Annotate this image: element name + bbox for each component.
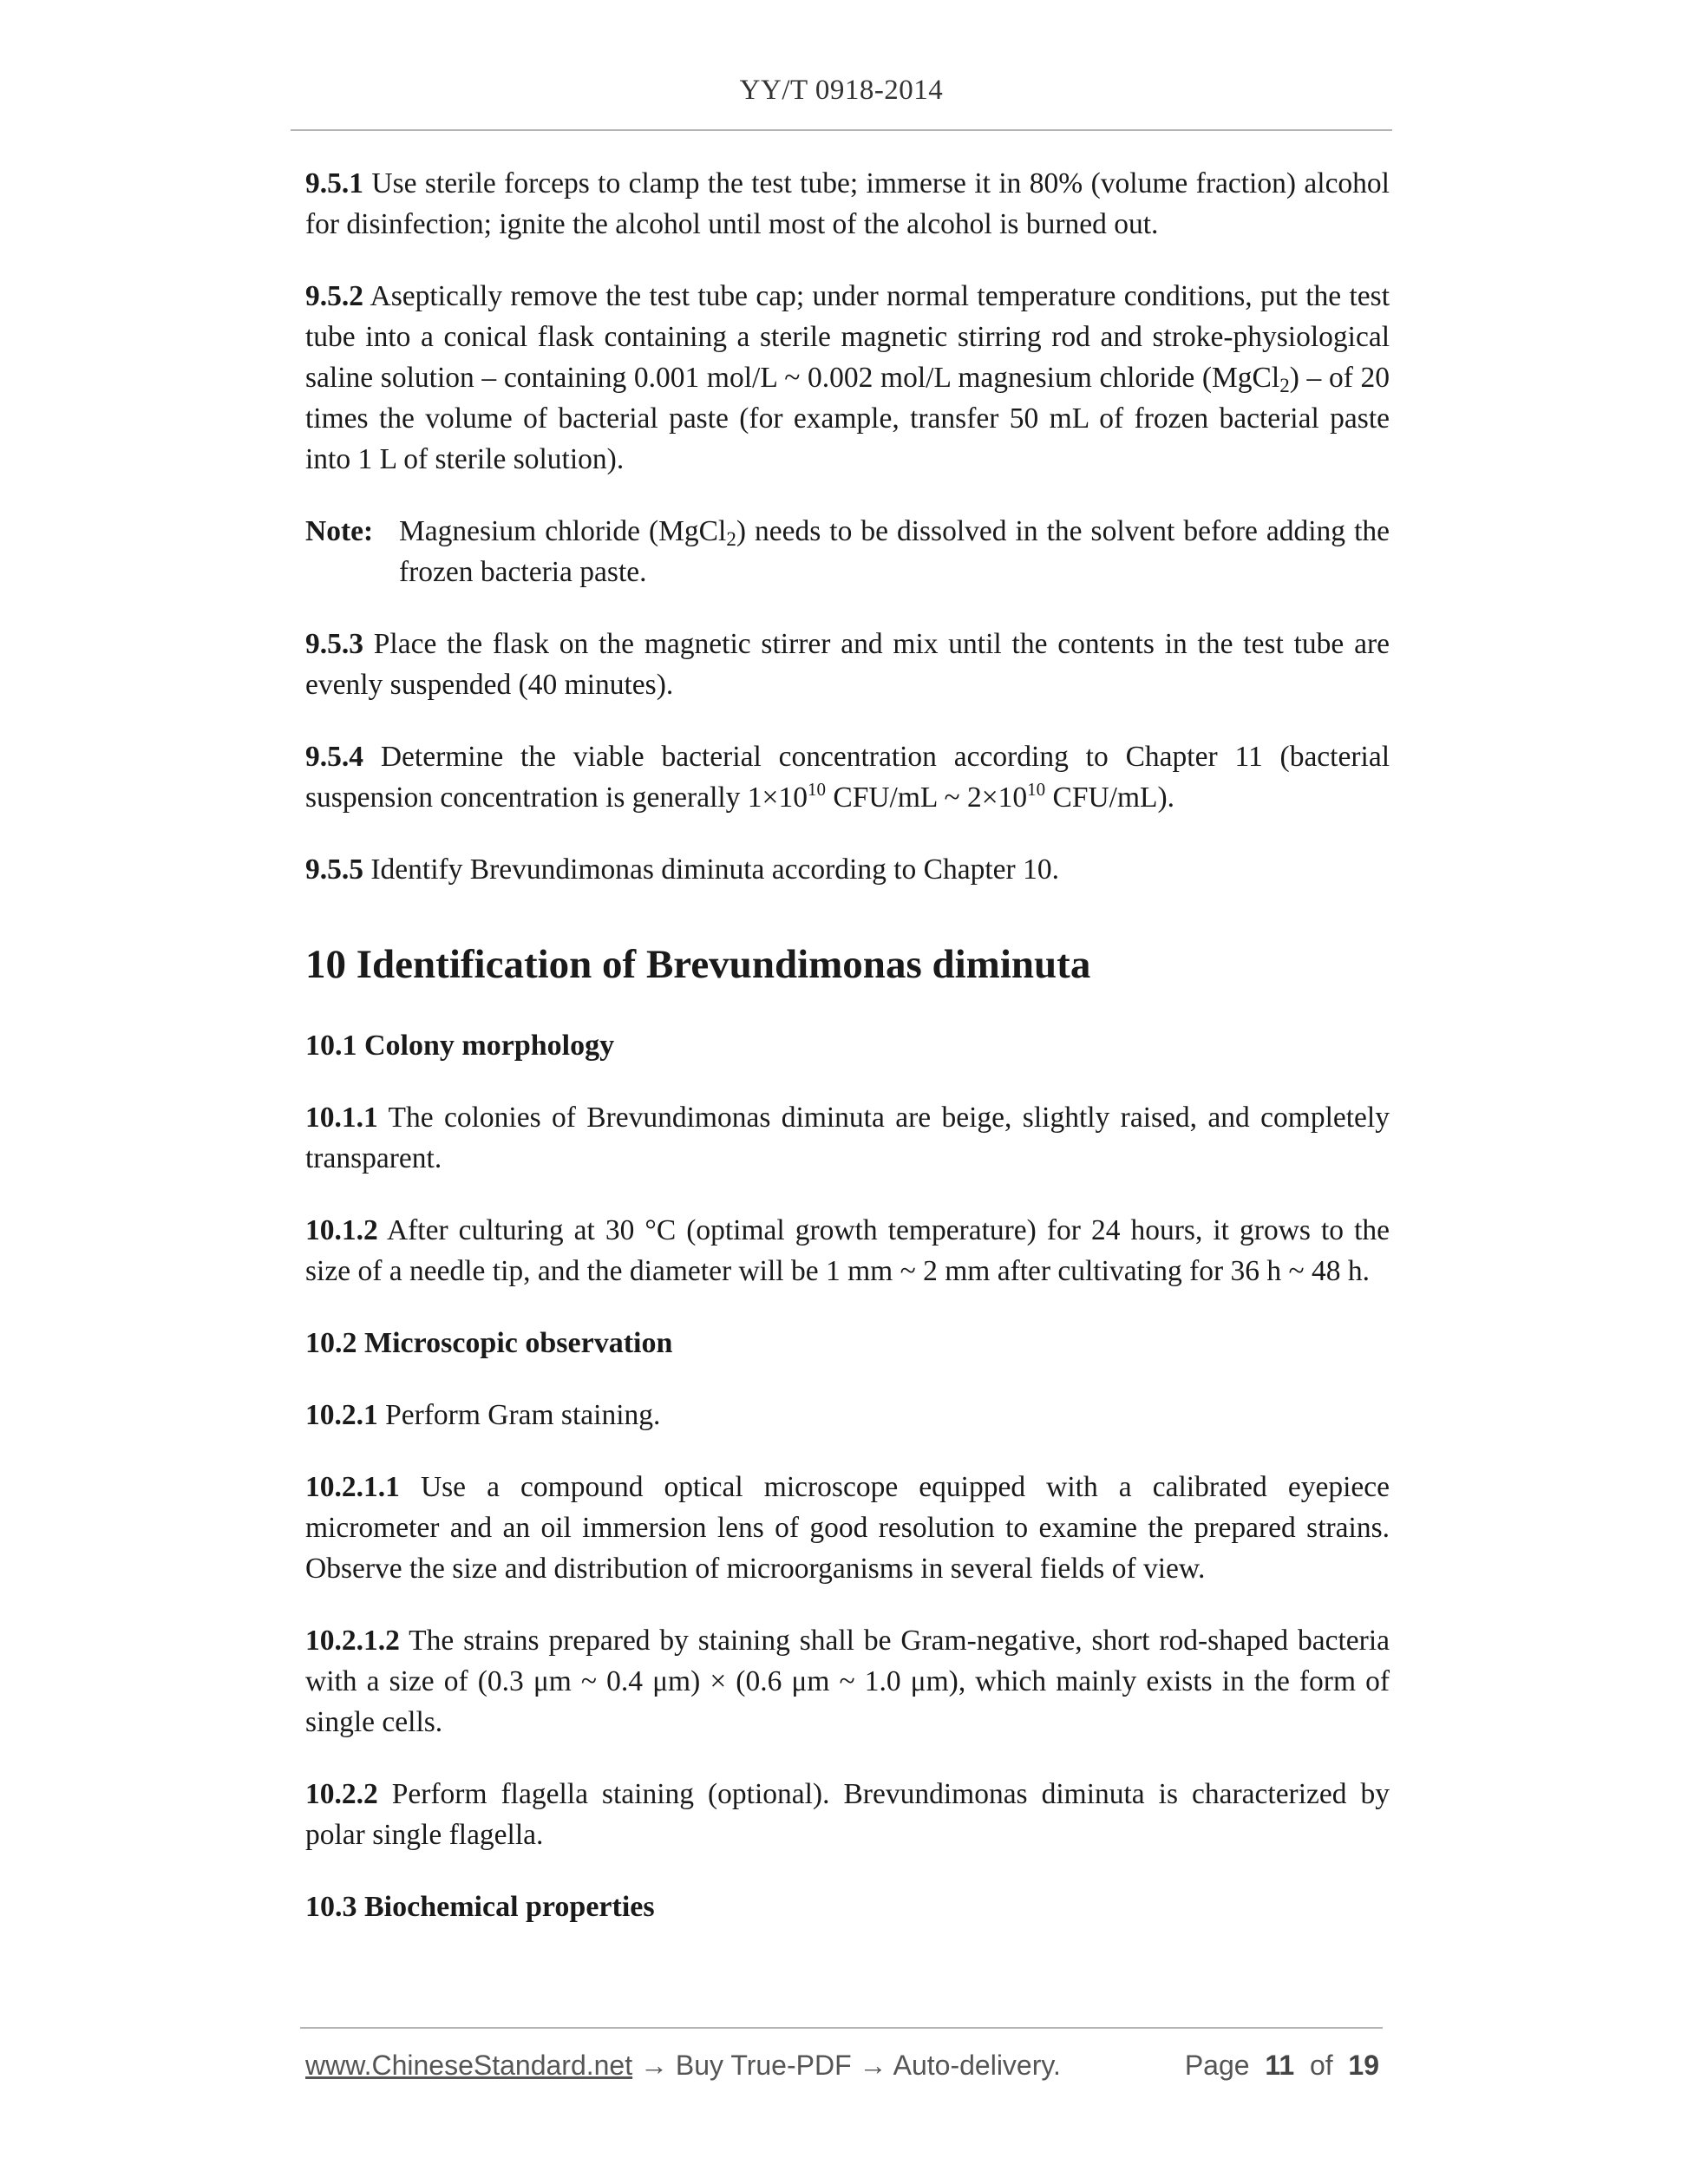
- of-label: of: [1309, 2050, 1333, 2081]
- subscript: 2: [1279, 375, 1290, 396]
- footer-promo: [305, 2050, 1061, 2082]
- footer-divider: [300, 2027, 1383, 2029]
- chapter-10-title: 10 Identification of Brevundimonas diminuta: [305, 942, 1091, 987]
- footer-promo-text: → Buy True-PDF → Auto-delivery.: [632, 2050, 1061, 2081]
- clause-10-2-1: [305, 1395, 1390, 1435]
- superscript: 10: [807, 779, 826, 800]
- clause-number: 9.5.1: [305, 167, 363, 199]
- clause-10-2-2: [305, 1774, 1390, 1855]
- page-content: [305, 163, 1390, 1958]
- clause-9-5-1: [305, 163, 1390, 245]
- note-text-b: ) needs to be dissolved in the solvent before adding the frozen bacteria paste.: [399, 515, 1390, 588]
- clause-9-5-3: [305, 624, 1390, 705]
- clause-text: Use a compound optical microscope equipped with a calibrated eyepiece micrometer and an oil immersion lens of good resolution to examine the prepared strains. Observe the size and distribution of microorganisms in several fields of view.: [305, 1471, 1390, 1585]
- note-text: [399, 511, 1390, 592]
- clause-text-cont: ) – of 20 times the volume of bacterial paste (for example, transfer 50 mL of frozen bacterial paste into 1 L of sterile solution).: [305, 362, 1390, 475]
- clause-text: The strains prepared by staining shall be Gram-negative, short rod-shaped bacteria with a size of (0.3 μm ~ 0.4 μm) × (0.6 μm ~ 1.0 μm), which mainly exists in the form of single cells.: [305, 1625, 1390, 1738]
- subscript: 2: [726, 528, 736, 550]
- clause-text: Perform flagella staining (optional). Brevundimonas diminuta is characterized by polar single flagella.: [305, 1778, 1390, 1851]
- clause-number: 9.5.3: [305, 628, 363, 660]
- clause-10-2-1-2: [305, 1620, 1390, 1743]
- clause-number: 10.1.1: [305, 1102, 378, 1134]
- clause-number: 9.5.5: [305, 853, 363, 886]
- note-label: Note:: [305, 515, 374, 547]
- page-total: 19: [1348, 2050, 1379, 2081]
- clause-text-end: CFU/mL).: [1045, 781, 1175, 814]
- header-divider: [291, 129, 1392, 131]
- clause-text: Determine the viable bacterial concentration according to Chapter 11 (bacterial suspension concentration is generally 1×10: [305, 741, 1390, 814]
- clause-text-cont: CFU/mL ~ 2×10: [825, 781, 1028, 814]
- section-10-1-title: 10.1 Colony morphology: [305, 1030, 615, 1062]
- clause-number: 9.5.4: [305, 741, 363, 773]
- document-code-header: YY/T 0918-2014: [739, 75, 944, 106]
- page-number: 11: [1265, 2050, 1295, 2081]
- section-10-2-title: 10.2 Microscopic observation: [305, 1327, 673, 1359]
- clause-10-1-2: [305, 1210, 1390, 1291]
- clause-number: 10.1.2: [305, 1214, 378, 1246]
- clause-text: The colonies of Brevundimonas diminuta are beige, slightly raised, and completely transparent.: [305, 1102, 1390, 1174]
- clause-text: Identify Brevundimonas diminuta according to Chapter 10.: [363, 853, 1059, 886]
- section-10-3-title: 10.3 Biochemical properties: [305, 1891, 655, 1923]
- page-label: Page: [1184, 2050, 1250, 2081]
- clause-9-5-4: [305, 736, 1390, 818]
- clause-number: 10.2.1.2: [305, 1625, 400, 1657]
- clause-number: 10.2.1: [305, 1399, 378, 1431]
- clause-text: Perform Gram staining.: [377, 1399, 661, 1431]
- clause-text: Aseptically remove the test tube cap; under normal temperature conditions, put the test tube into a conical flask containing a sterile magnetic stirring rod and stroke-physiological saline solution – containing 0.001 mol/L ~ 0.002 mol/L magnesium chloride (MgCl: [305, 280, 1390, 394]
- superscript: 10: [1027, 779, 1046, 800]
- clause-text: After culturing at 30 °C (optimal growth temperature) for 24 hours, it grows to the size of a needle tip, and the diameter will be 1 mm ~ 2 mm after cultivating for 36 h ~ 48 h.: [305, 1214, 1390, 1287]
- clause-text: Use sterile forceps to clamp the test tube; immerse it in 80% (volume fraction) alcohol for disinfection; ignite the alcohol until most of the alcohol is burned out.: [305, 167, 1390, 240]
- clause-text: Place the flask on the magnetic stirrer and mix until the contents in the test tube are evenly suspended (40 minutes).: [305, 628, 1390, 701]
- clause-number: 10.2.1.1: [305, 1471, 400, 1503]
- note: [305, 511, 1390, 592]
- clause-10-1-1: [305, 1097, 1390, 1179]
- note-text-a: Magnesium chloride (MgCl: [399, 515, 727, 547]
- clause-9-5-2: [305, 276, 1390, 480]
- clause-number: 10.2.2: [305, 1778, 378, 1810]
- clause-9-5-5: [305, 849, 1390, 890]
- clause-10-2-1-1: [305, 1467, 1390, 1589]
- page-indicator: [1185, 2050, 1379, 2082]
- clause-number: 9.5.2: [305, 280, 363, 312]
- page-footer: [305, 2050, 1379, 2091]
- website-link[interactable]: www.ChineseStandard.net: [305, 2050, 633, 2081]
